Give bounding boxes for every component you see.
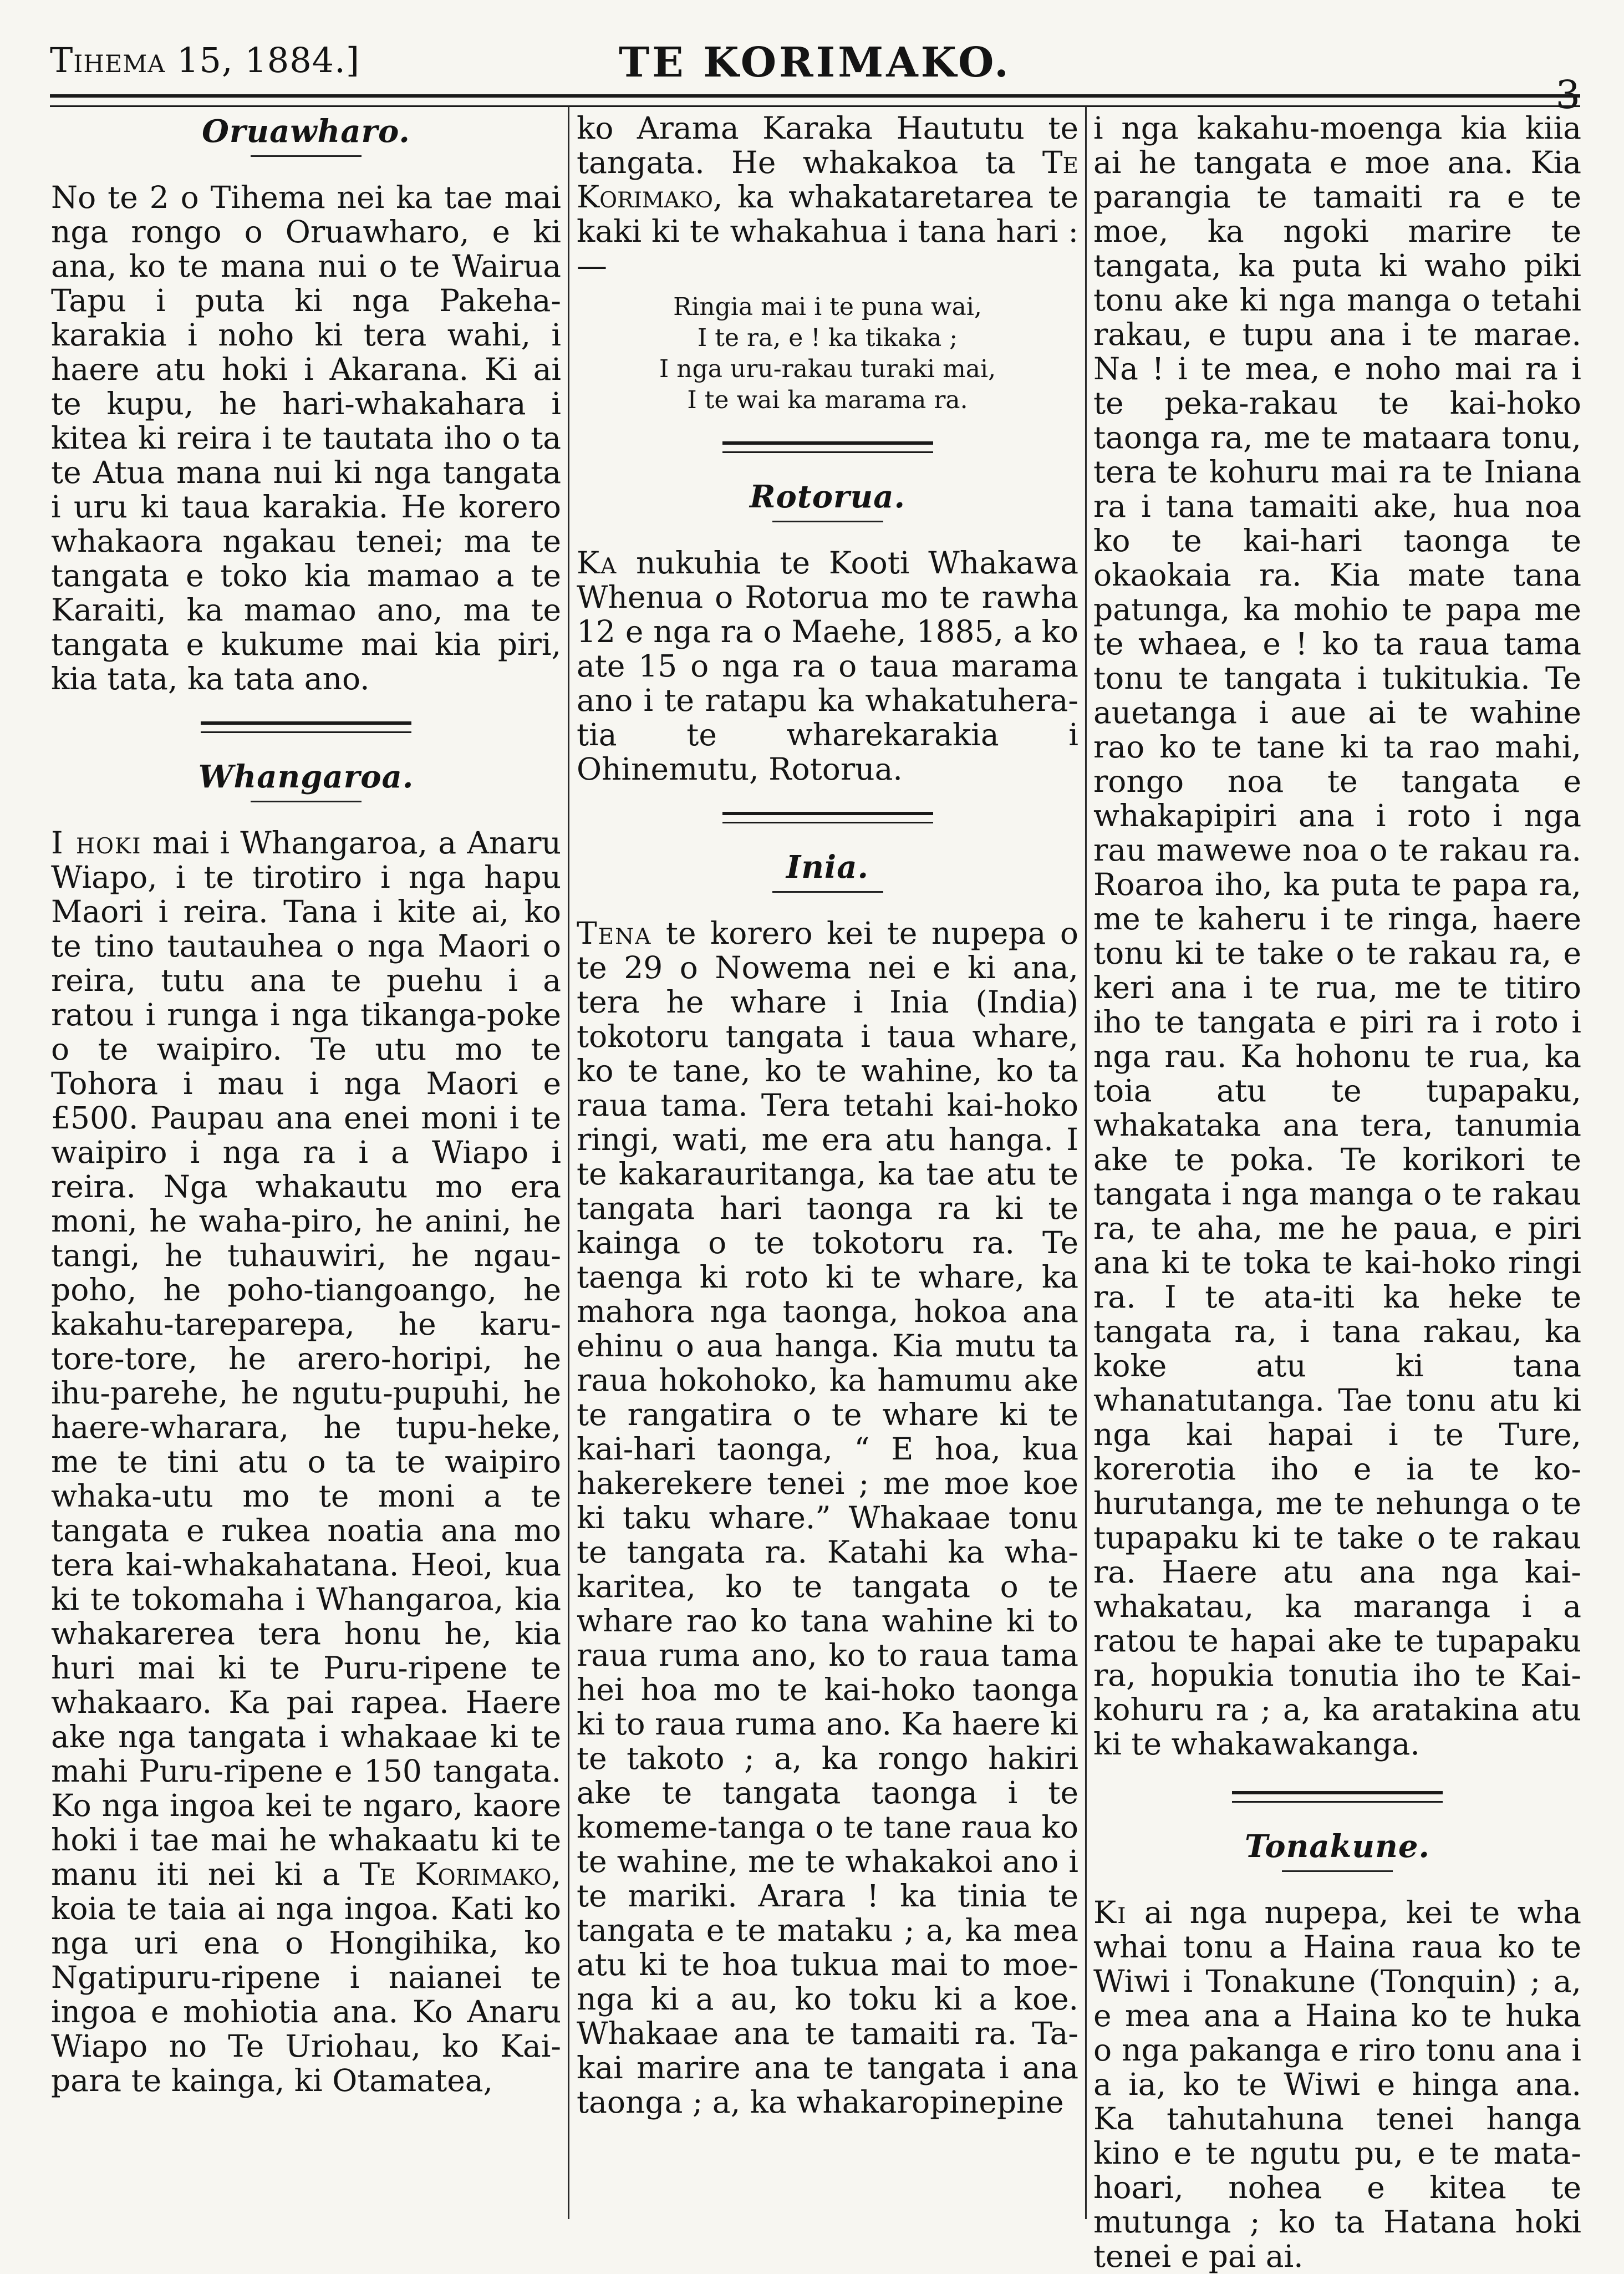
article-whangaroa-continued (577, 111, 1078, 283)
article-lead-words: Ka (577, 545, 618, 581)
article-body: ko Arama Karaka Haututu te tangata. He whakakoa ta (577, 110, 1078, 180)
heading-rotorua: Rotorua. (749, 479, 906, 515)
section-separator (201, 721, 411, 733)
heading-underline (251, 801, 362, 802)
hymn-line: I te ra, e ! ka tikaka ; (697, 324, 958, 352)
article-lead-words: Ki (1093, 1895, 1127, 1930)
newspaper-title: TE KORIMAKO. (619, 39, 1011, 87)
heading-underline (772, 891, 883, 893)
issue-date: Tihema 15, 1884.] (50, 40, 360, 80)
hymn-line: I te wai ka marama ra. (687, 386, 968, 414)
hymn-verse (577, 292, 1078, 416)
masthead (50, 33, 1580, 118)
article-body: nukuhia te Kooti Whakawa Whenua o Rotorua mo te rawha 12 e nga ra o Maehe, 1885, a ko ate 15 o nga ra o taua marama ano i te ratapu ka whakatuhera-tia te wharekarakia i Ohinemutu, Rotorua. (577, 545, 1078, 787)
article-inia-continued: i nga kakahu-moenga kia kiia ai he tangata e moe ana. Kia parangia te tamaiti ra e te moe, ka ngoki marire te tangata, ka puta ki waho piki tonu ake ki nga manga o tetahi rakau, e tupu ana i te marae. Na ! i te mea, e noho mai ra i te peka-rakau te kai-hoko taonga ra, me te mataara tonu, tera te kohuru mai ra te Iniana ra i tana tamaiti ake, hua noa ko te kai-hari taonga te okaokaia ra. Kia mate tana patunga, ka mohio te papa me te whaea, e ! ko ta raua tama tonu te tangata i tukitukia. Te auetanga i aue ai te wahine rao ko te tane ki ta rao mahi, rongo noa te tangata e whakapipiri ana i roto i nga rau mawewe noa o te rakau ra. Roaroa iho, ka puta te papa ra, me te kaheru i te ringa, haere tonu ki te take o te rakau ra, e keri ana i te rua, me te titiro iho te tangata e piri ra i roto i nga rau. Ka hohonu te rua, ka toia atu te tupapaku, whakataka ana tera, tanumia ake te poka. Te korikori te tangata i nga manga o te rakau ra, te aha, me he paua, e piri ana ki te toka te kai-hoko ringi ra. I te ata-iti ka heke te tangata ra, i tana rakau, ka koke atu ki tana whanatutanga. Tae tonu atu ki nga kai hapai i te Ture, korerotia iho e ia te ko-hurutanga, me te nehunga o te tupapaku ki te take o te rakau ra. Haere atu ana nga kai-whakatau, ka maranga i a ratou te hapai ake te tupapaku ra, hopukia tonutia iho te Kai-kohuru ra ; a, ka aratakina atu ki te whakawakanga. (1093, 110, 1581, 1762)
section-separator (1232, 1791, 1443, 1803)
article-oruawharo: No te 2 o Tihema nei ka tae mai nga rongo o Oruawharo, e ki ana, ko te mana nui o te Wairua Tapu i puta ki nga Pakeha-karakia i noho ki tera wahi, i haere atu hoki i Akarana. Ki ai te kupu, he hari-whakahara i kitea ki reira i te tautata iho o ta te Atua mana nui ki nga tangata i uru ki taua karakia. He korero whakaora ngakau tenei; ma te tangata e toko kia mamao a te Karaiti, ka mamao ano, ma te tangata e kukume mai kia piri, kia tata, ka tata ano. (51, 180, 561, 696)
section-separator (722, 812, 933, 823)
column-divider-2 (1085, 106, 1087, 2219)
page-number: 3 (1555, 72, 1580, 118)
article-whangaroa (51, 826, 561, 2098)
heading-underline (1282, 1870, 1393, 1872)
hymn-line: Ringia mai i te puna wai, (673, 293, 982, 321)
paper-name: Te Korimako (577, 145, 1078, 215)
heading-underline (772, 521, 883, 522)
column-3 (1093, 110, 1581, 2274)
heading-underline (251, 155, 362, 157)
article-inia (577, 916, 1078, 2119)
article-body-end: , koia te taia ai nga ingoa. Kati ko nga uri ena o Hongihika, ko Ngatipuru-ripene i naianei te ingoa e mohiotia ana. Ko Anaru Wiapo no Te Uriohau, ko Kai-para te kainga, ki Otamatea, (51, 1856, 561, 2098)
article-lead-words: Tena (577, 915, 652, 951)
header-double-rule (50, 94, 1580, 107)
hymn-line: I nga uru-rakau turaki mai, (659, 355, 996, 383)
heading-oruawharo: Oruawharo. (202, 113, 410, 150)
article-lead-words: I hoki (51, 825, 142, 861)
article-body: mai i Whangaroa, a Anaru Wiapo, i te tirotiro i nga hapu Maori i reira. Tana i kite ai, ko te tino tautauhea o nga Maori o reira, tutu ana te puehu i a ratou i runga i nga tikanga-poke o te waipiro. Te utu mo te Tohora i mau i nga Maori e £500. Paupau ana enei moni i te waipiro i nga ra i a Wiapo i reira. Nga whakautu mo era moni, he waha-piro, he anini, he tangi, he tuhauwiri, he ngau-poho, he poho-tiangoango, he kakahu-tareparepa, he karu-tore-tore, he arero-horipi, he ihu-parehe, he ngutu-pupuhi, he haere-wharara, he tupu-heke, me te tini atu o ta te waipiro whaka-utu mo te moni a te tangata e rukea noatia ana mo tera kai-whakahatana. Heoi, kua ki te tokomaha i Whangaroa, kia whakarerea tera honu he, kia huri mai ki te Puru-ripene te whakaaro. Ka pai rapea. Haere ake nga tangata i whakaae ki te mahi Puru-ripene e 150 tangata. Ko nga ingoa kei te ngaro, kaore hoki i tae mai he whakaatu ki te manu iti nei ki a (51, 825, 561, 1892)
article-body: te korero kei te nupepa o te 29 o Nowema nei e ki ana, tera he whare i Inia (India) tokotoru tangata i taua whare, ko te tane, ko te wahine, ko ta raua tama. Tera tetahi kai-hoko ringi, wati, me era atu hanga. I te kakarauritanga, ka tae atu te tangata hari taonga ra ki te kainga o te tokotoru ra. Te taenga ki roto ki te whare, ka mahora nga taonga, hokoa ana ehinu o aua hanga. Kia mutu ta raua hokohoko, ka hamumu ake te rangatira o te whare ki te kai-hari taonga, “ E hoa, kua hakerekere tenei ; me moe koe ki taku whare.” Whakaae tonu te tangata ra. Katahi ka wha-karitea, ko te tangata o te whare rao ko tana wahine ki to raua ruma ano, ko to raua tama hei hoa mo te kai-hoko taonga ki to raua ruma ano. Ka haere ki te takoto ; a, ka rongo hakiri ake te tangata taonga i te komeme-tanga o te tane raua ko te wahine, me te whakakoi ano i te mariki. Arara ! ka tinia te tangata e te mataku ; a, ka mea atu ki te hoa tukua mai to moe-nga ki a au, ko toku ki a koe. Whakaae ana te tamaiti ra. Ta-kai marire ana te tangata i ana taonga ; a, ka whakaropinepine (577, 915, 1078, 2120)
article-tonakune (1093, 1895, 1581, 2273)
article-rotorua (577, 546, 1078, 786)
column-2 (577, 111, 1078, 2218)
paper-name: Te Korimako (359, 1856, 552, 1892)
heading-inia: Inia. (786, 849, 869, 886)
heading-tonakune: Tonakune. (1245, 1828, 1430, 1865)
article-body: ai nga nupepa, kei te wha whai tonu a Haina raua ko te Wiwi i Tonakune (Tonquin) ; a, e mea ana a Haina ko te huka o nga pakanga e riro tonu ana i a ia, ko te Wiwi e hinga ana. Ka tahutahuna tenei hanga kino e te ngutu pu, e te mata-hoari, nohea e kitea te mutunga ; ko ta Hatana hoki tenei e pai ai. (1093, 1895, 1581, 2274)
heading-whangaroa: Whangaroa. (198, 759, 414, 795)
article-body-end: , ka whakataretarea te kaki ki te whakahua i tana hari :— (577, 179, 1078, 283)
column-1 (51, 111, 561, 2218)
section-separator (722, 441, 933, 453)
column-divider-1 (568, 106, 569, 2219)
